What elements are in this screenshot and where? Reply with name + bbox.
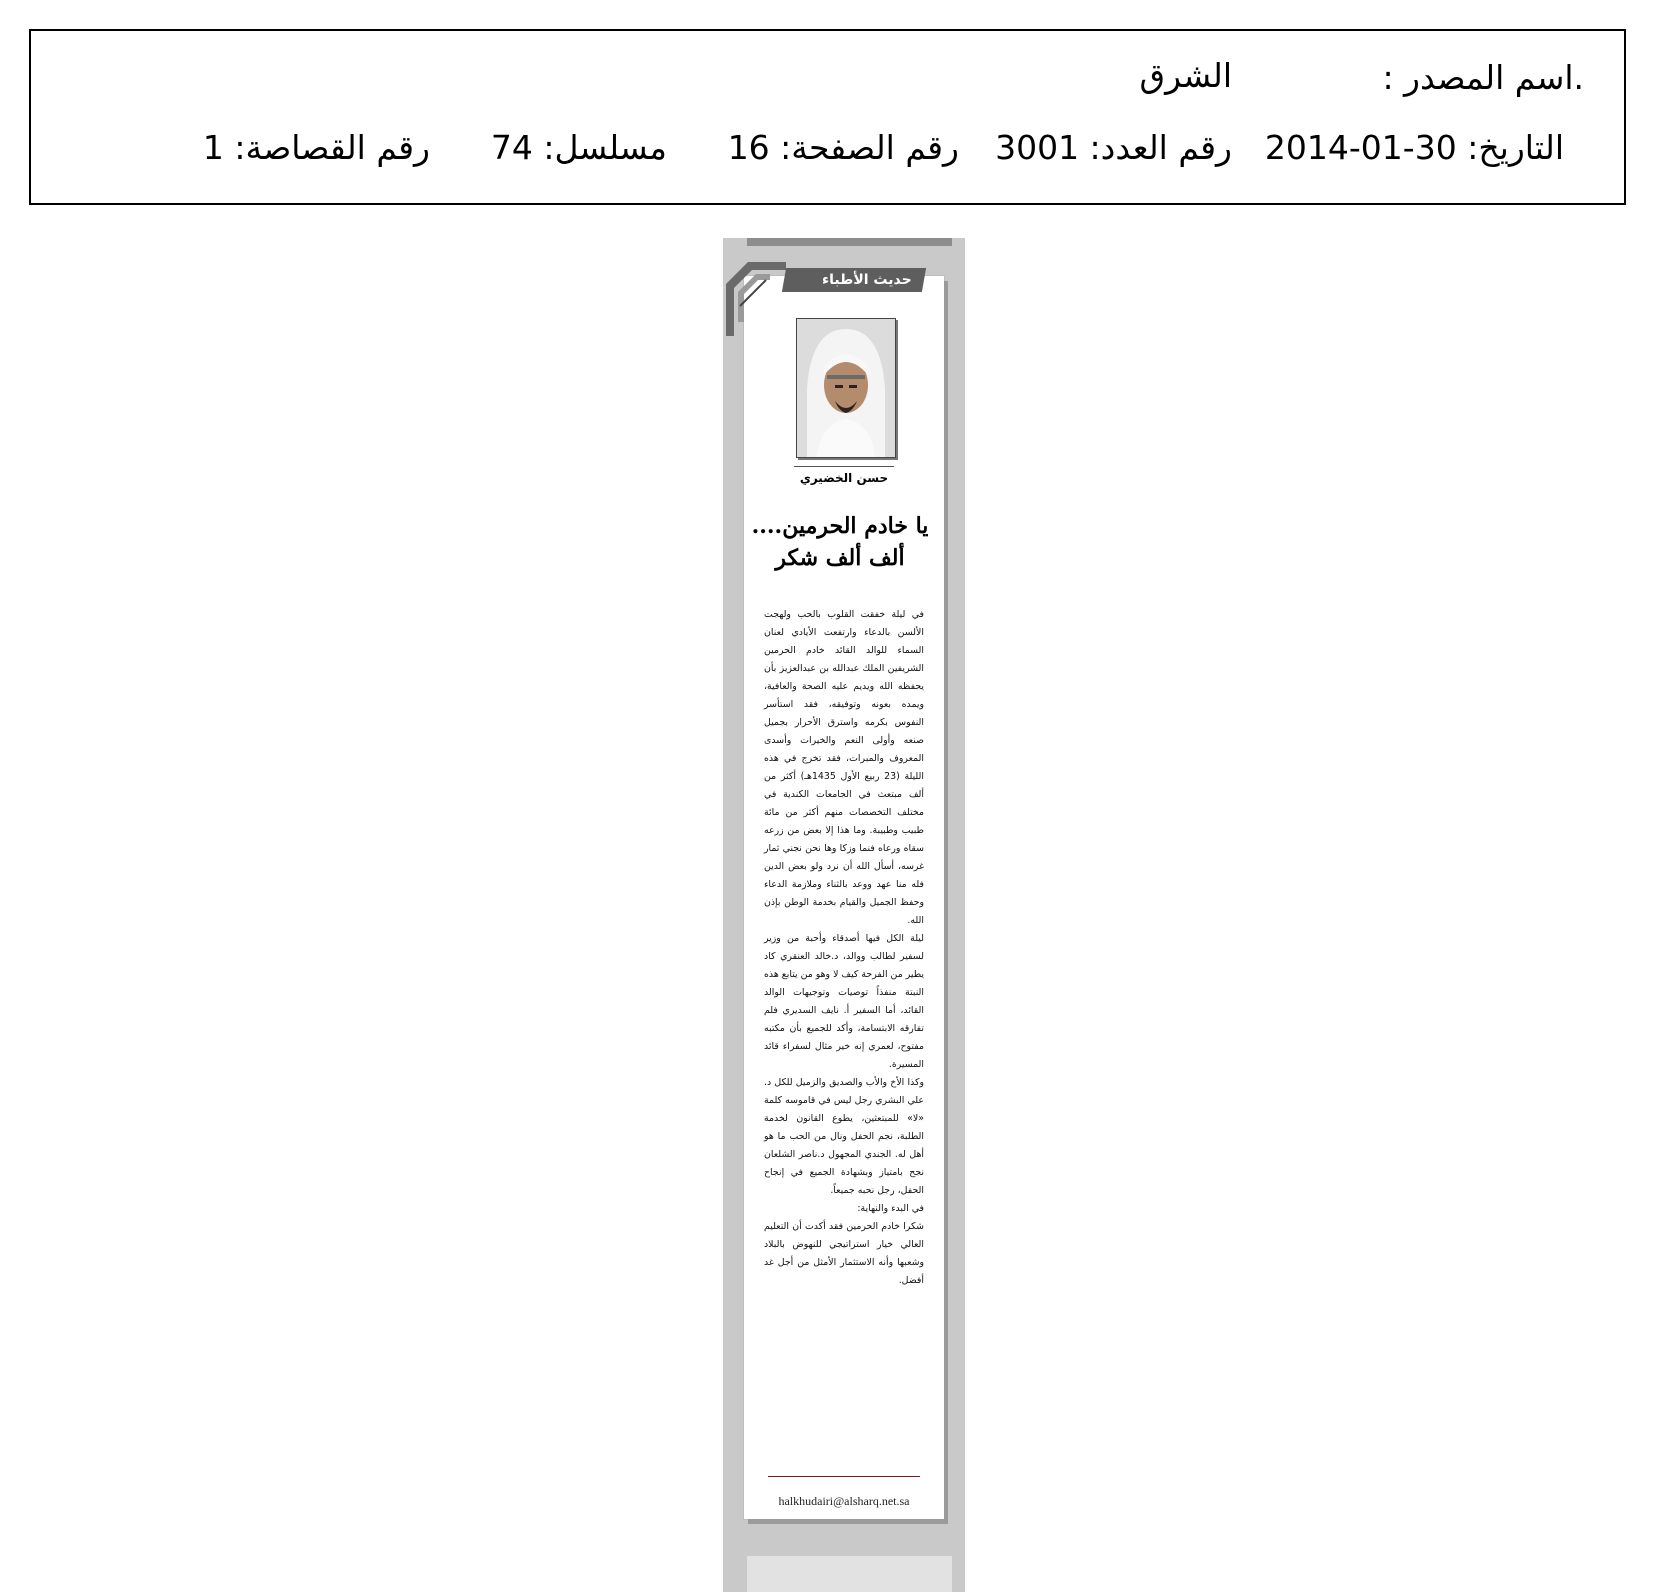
author-photo <box>796 318 896 458</box>
clip-number: رقم القصاصة: 1 <box>202 128 430 167</box>
author-email: halkhudairi@alsharq.net.sa <box>778 1494 910 1508</box>
footer-divider <box>768 1476 920 1477</box>
section-tag <box>782 268 926 292</box>
source-info-box <box>29 29 1626 205</box>
page-number: رقم الصفحة: 16 <box>727 128 959 167</box>
next-column-edge <box>747 1556 952 1592</box>
serial-number: مسلسل: 74 <box>490 128 667 167</box>
section-tag-label: حديث الأطباء <box>822 272 912 288</box>
issue-number: رقم العدد: 3001 <box>995 128 1232 167</box>
author-divider <box>794 466 894 467</box>
body-paragraph: شكرا خادم الحرمين فقد أكدت أن التعليم العالي خيار استراتيجي للنهوض بالبلاد وشعبها وأنه الاستثمار الأمثل من أجل غد أفضل. <box>764 1221 924 1286</box>
author-name: حسن الخضيري <box>799 471 889 485</box>
section-corner-emblem <box>726 262 786 336</box>
headline-line-2: ألف ألف شكر <box>775 545 905 571</box>
body-subheading: في البدء والنهاية: <box>857 1203 924 1214</box>
article-body <box>764 606 924 1290</box>
body-paragraph: ليلة الكل فيها أصدقاء وأحبة من وزير لسفير لطالب ووالد، د.خالد العنقري كاد يطير من الفرحة كيف لا وهو من يتابع هذه النبتة منفذاً توصيات وتوجيهات الوالد القائد، أما السفير أ. نايف السديري فلم تفارقه الابتسامة، وأكد للجميع بأن مكتبه مفتوح، لعمري إنه خير مثال لسفراء قائد المسيرة. <box>764 933 924 1070</box>
source-value: الشرق <box>1139 56 1232 95</box>
body-paragraph: في ليلة خفقت القلوب بالحب ولهجت الألسن بالدعاء وارتفعت الأيادي لعنان السماء للوالد القائد خادم الحرمين الشريفين الملك عبدالله بن عبدالعزيز بأن يحفظه الله ويديم عليه الصحة والعافية، ويمده بعونه وتوفيقه، فقد استأسر النفوس بكرمه واسترق الأحرار بجميل صنعه وأولى النعم والخيرات وأسدى المعروف والمبرات، فقد تخرج في هذه الليلة (23 ربيع الأول 1435هـ) أكثر من ألف مبتعث في الجامعات الكندية في مختلف التخصصات منهم أكثر من مائة طبيب وطبيبة. وما هذا إلا بعض من زرعه سقاه ورعاه فنما وزكا وها نحن نجني ثمار غرسه، أسأل الله أن نرد ولو بعض الدين فله منا عهد ووعد بالثناء وملازمة الدعاء وحفظ الجميل والقيام بخدمة الوطن بإذن الله. <box>764 609 924 926</box>
article-card <box>744 272 944 1519</box>
source-label: .اسم المصدر : <box>1382 58 1584 97</box>
article-headline <box>750 510 930 574</box>
headline-line-1: يا خادم الحرمين.... <box>751 513 929 539</box>
previous-column-edge <box>747 238 952 246</box>
body-paragraph: وكذا الأخ والأب والصديق والزميل للكل د. علي البشري رجل ليس في قاموسه كلمة «لا» للمبتعثين، يطوع القانون لخدمة الطلبة، نجم الحفل ونال من الحب ما هو أهل له. الجندي المجهول د.ناصر الشلعان نجح بامتياز وبشهادة الجميع في إنجاح الحفل، رجل نحبه جميعاً. <box>764 1077 924 1196</box>
date-field: التاريخ: 30-01-2014 <box>1264 128 1564 167</box>
author-portrait-image <box>797 319 895 457</box>
